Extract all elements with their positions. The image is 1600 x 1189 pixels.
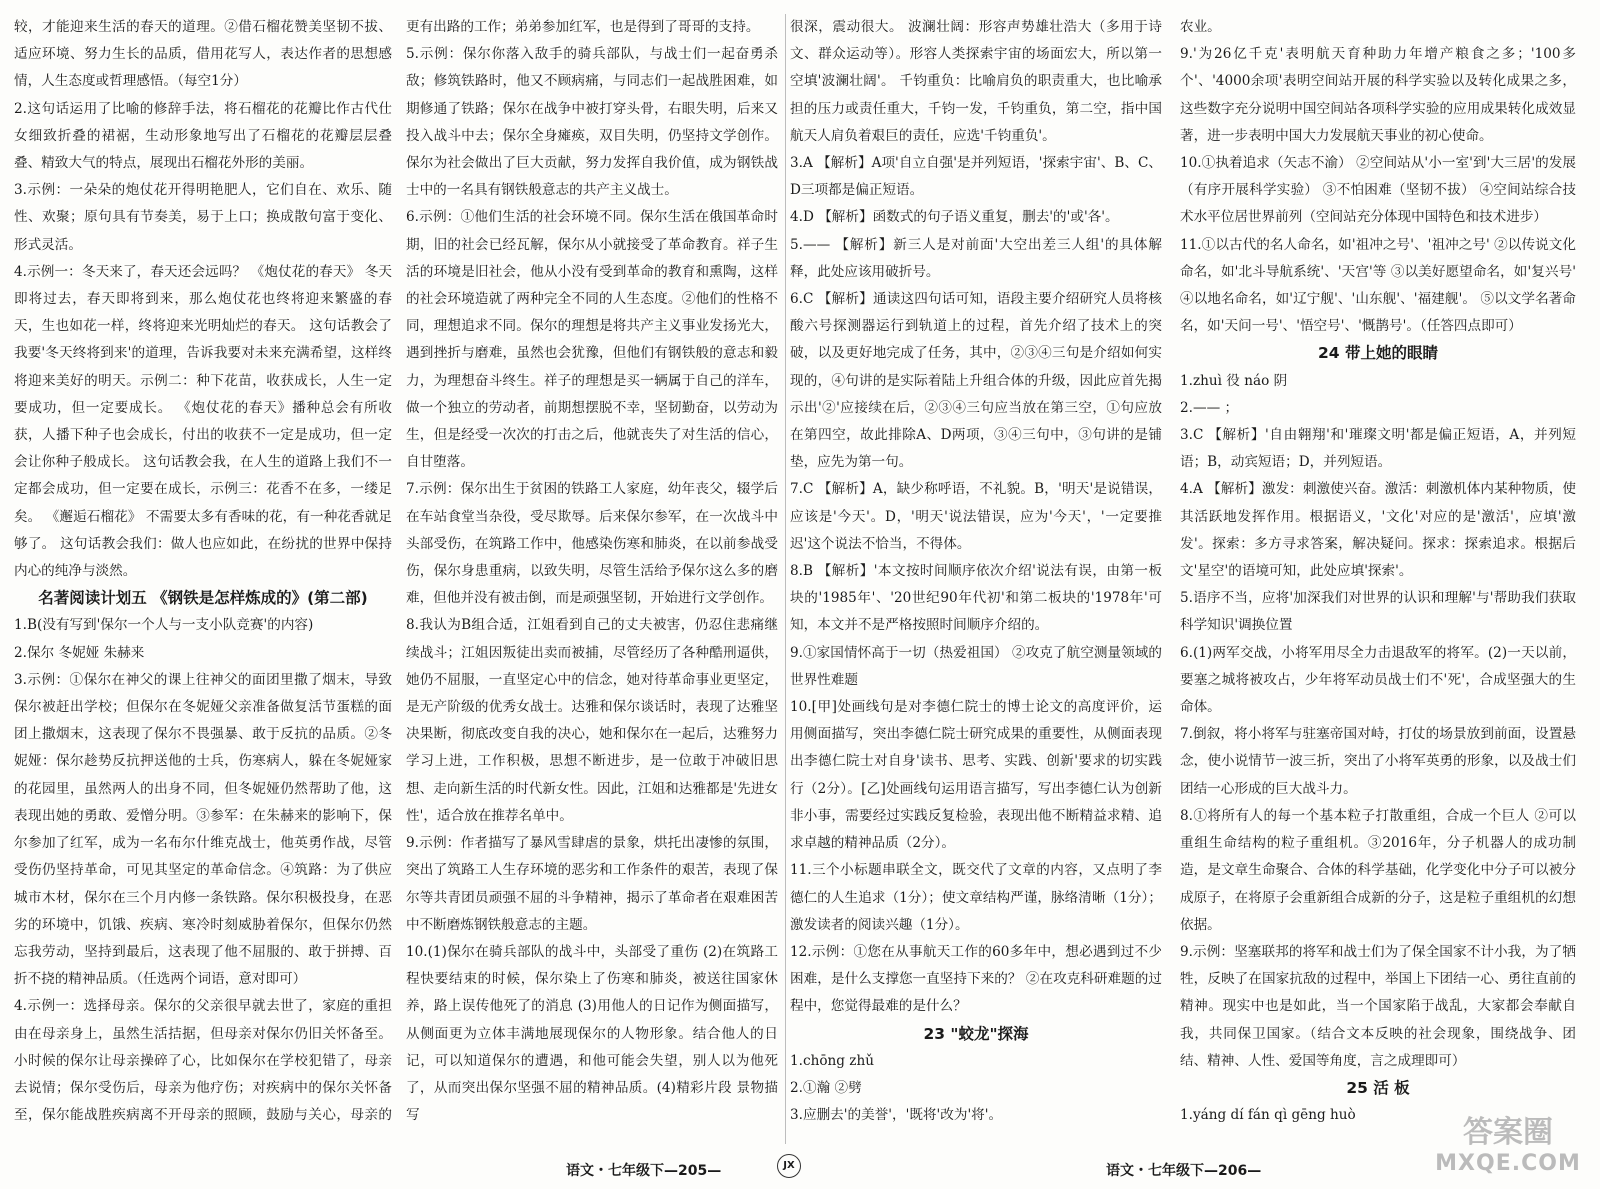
answer-paragraph: 11.①以古代的名人命名，如'祖冲之号'、'祖冲之号' ②以传说文化命名，如'北斗导航系统'、'天宫'等 ③以美好愿望命名，如'复兴号' ④以地名命名，如'辽宁舰'、'山东舰'、'福建舰'。 ⑤以文学名著命名，如'天问一号'、'悟空号'、'慨鹊号'。（任答四点即可） [1180, 236, 1576, 335]
answer-paragraph: 11.三个小标题串联全文，既交代了文章的内容，又点明了李德仁的人生追求（1分）；使文章结构严谨，脉络清晰（1分）；激发读者的阅读兴趣（1分）。 [790, 862, 1162, 933]
answer-paragraph: 5.—— 【解析】新三人是对前面'大空出差三人组'的具体解释，此处应该用破折号。 [790, 236, 1162, 280]
answer-paragraph: 10.①执着追求（矢志不渝） ②空间站从'小一室'到'大三居'的发展（有序开展科学实验） ③不怕困难（坚韧不拔） ④空间站综合技术水平位居世界前列（空间站充分体现中国特色和技术进步） [1180, 155, 1576, 226]
answer-paragraph: 12.示例：①您在从事航天工作的60多年中，想必遇到过不少困难，是什么支撑您一直坚持下来的？ ②在攻克科研难题的过程中，您觉得最难的是什么？ [790, 943, 1162, 1015]
answer-paragraph: 农业。 [1180, 19, 1221, 35]
answer-paragraph: 10.[甲]处画线句是对李德仁院士的博士论文的高度评价，运用侧面描写，突出李德仁院士研究成果的重要性，从侧面表现出李德仁院士对自身'读书、思考、实践、创新'要求的切实践行（2分）。[乙]处画线句运用语言描写，写出李德仁认为创新非小事，需要经过实践反复检验，表现出他不断精益求精、追求卓越的精神品质（2分）。 [790, 699, 1162, 852]
answer-paragraph: 8.我认为B组合适，江姐看到自己的丈夫被害，仍忍住悲痛继续战斗；江姐因叛徒出卖而被捕，尽管经历了各种酷刑逼供，她仍不屈服，一直坚定心中的信念，她对待革命事业更坚定，是无产阶级的优秀女战士。达雅和保尔谈话时，表现了达雅坚决果断，彻底改变自我的决心，她和保尔在一起后，达雅努力学习上进，工作积极，思想不断进步，是一位敢于冲破旧思想、走向新生活的时代新女性。因此，江姐和达雅都是'先进女性'，适合放在推荐名单中。 [406, 617, 778, 824]
answer-paragraph: 6.示例：①他们生活的社会环境不同。保尔生活在俄国革命时期，旧的社会已经瓦解，保尔从小就接受了革命教育。祥子生活的环境是旧社会，他从小没有受到革命的教育和熏陶，这样的社会环境造就了两种完全不同的人生态度。②他们的性格不同，理想追求不同。保尔的理想是将共产主义事业发扬光大，遇到挫折与磨难，虽然也会犹豫，但他们有钢铁般的意志和毅力，为理想奋斗终生。祥子的理想是买一辆属于自己的洋车，做一个独立的劳动者，前期想摆脱不幸，坚韧勤奋，以劳动为生，但是经受一次次的打击之后，他就丧失了对生活的信心，自甘堕落。 [406, 209, 778, 471]
jx-logo: JX [777, 1154, 801, 1178]
answer-paragraph: 9.'为26亿千克'表明航天育种助力年增产粮食之多；'100多个'、'4000余项'表明空间站开展的科学实验以及转化成果之多，这些数字充分说明中国空间站各项科学实验的应用成果转化成效显著，进一步表明中国大力发展航天事业的初心使命。 [1180, 46, 1576, 144]
answer-paragraph: 8.①将所有人的每一个基本粒子打散重组，合成一个巨人 ②可以重组生命结构的粒子重组机。③2016年，分子机器人的成功制造，是文章生命聚合、合体的科学基础，化学变化中分子可以被分成原子，在将原子会重新组合成新的分子，这是粒子重组机的幻想依据。 [1180, 807, 1576, 933]
answer-paragraph: 6.C 【解析】通读这四句话可知，语段主要介绍研究人员将核酸六号探测器运行到轨道上的过程，首先介绍了技术上的突破，以及更好地完成了任务，其中，②③④三句是介绍如何实现的，④句讲的是实际着陆上升组合体的升级，因此应首先揭示出'②'应接续在后，②③④三句应当放在第三空，①句应放在第四空，故此排除A、D两项，③④三句中，③句讲的是铺垫，应先为第一句。 [790, 291, 1162, 471]
answer-column-1 [14, 14, 392, 1129]
answer-paragraph: 4.示例一：冬天来了，春天还会远吗？ 《炮仗花的春天》 冬天即将过去，春天即将到来，那么炮仗花也终将迎来繁盛的春天，生也如花一样，终将迎来光明灿烂的春天。 这句话教会了我要'冬天终将到来'的道理，告诉我要对未来充满希望，这样终将迎来美好的明天。示例二：种下花苗，收获成长，人生一定要成功，但一定要成长。 《炮仗花的春天》播种总会有所收获，人播下种子也会成长，付出的收获不一定是成功，但一定会让你种子般成长。 这句话教会我，在人生的道路上我们不一定都会成功，但一定要在成长，示例三：花香不在多，一缕足矣。 《邂逅石榴花》 不需要太多有香味的花，有一种花香就足够了。 这句话教会我们：做人也应如此，在纷扰的世界中保持内心的纯净与淡然。 [14, 263, 392, 580]
answer-paragraph: 1.yáng dí fán qì gēng huò [1180, 1107, 1356, 1124]
page-footer-right: 语文・七年级下—206— [1106, 1163, 1262, 1179]
answer-paragraph: 较，才能迎来生活的春天的道理。②借石榴花赞美坚韧不拔、适应环境、努力生长的品质，借用花写人，表达作者的思想感情，人生态度或哲理感悟。（每空1分） [14, 19, 392, 90]
page-footer-left: 语文・七年级下—205— [566, 1163, 722, 1179]
answer-paragraph: 9.示例：作者描写了暴风雪肆虐的景象，烘托出凄惨的氛围，突出了筑路工人生存环境的恶劣和工作条件的艰苦，表现了保尔等共青团员顽强不屈的斗争精神，揭示了革命者在艰难困苦中不断磨炼钢铁般意志的主题。 [406, 835, 778, 933]
answer-paragraph: 1.zhuì 役 náo 阴 [1180, 372, 1288, 389]
answer-column-3 [790, 14, 1162, 1129]
answer-paragraph: 1.chōng zhǔ [790, 1052, 874, 1069]
answer-paragraph: 3.应删去'的美誉'，'既将'改为'将'。 [790, 1107, 1003, 1124]
answer-column-2 [406, 14, 778, 1129]
answer-column-4 [1180, 14, 1576, 1129]
watermark-url: MXQE.COM [1435, 1151, 1581, 1176]
answer-paragraph: 8.B 【解析】'本文按时间顺序依次介绍'说法有误，由第一板块的'1985年'、'20世纪90年代初'和第二板块的'1978年'可知，本文并不是严格按照时间顺序介绍的。 [790, 563, 1162, 634]
answer-paragraph: 2.—— ； [1180, 399, 1239, 416]
answer-paragraph: 9.①家国情怀高于一切（热爱祖国） ②攻克了航空测量领域的世界性难题 [790, 644, 1162, 688]
watermark-title: 答案圈 [1463, 1115, 1553, 1150]
answer-paragraph: 很深，震动很大。 波澜壮阔：形容声势雄壮浩大（多用于诗文、群众运动等）。形容人类探索宇宙的场面宏大，所以第一空填'波澜壮阔'。 千钧重负：比喻肩负的职责重大，也比喻承担的压力或责任重大，千钧一发，千钧重负，第二空，指中国航天人肩负着艰巨的责任，应选'千钧重负'。 [790, 19, 1162, 144]
answer-paragraph: 9.示例：坚塞联邦的将军和战士们为了保全国家不计小我，为了牺牲，反映了在国家抗敌的过程中，举国上下团结一心、勇往直前的精神。现实中也是如此，当一个国家陷于战乱，大家都会奉献自我，共同保卫国家。（结合文本反映的社会现象，围绕战争、团结、精神、人性、爱国等角度，言之成理即可） [1180, 943, 1576, 1069]
answer-paragraph: 4.示例一：选择母亲。保尔的父亲很早就去世了，家庭的重担由在母亲身上，虽然生活拮据，但母亲对保尔仍旧关怀备至。小时候的保尔让母亲操碎了心，比如保尔在学校犯错了，母亲去说情；保尔受伤后，母亲为他疗伤；对疾病中的保尔关怀备至，保尔能战胜疾病离不开母亲的照顾，鼓励与关心，母亲的 [14, 998, 392, 1124]
answer-paragraph: 4.A 【解析】激发：刺激使兴奋。激活：刺激机体内某种物质，使其活跃地发挥作用。根据语义，'文化'对应的是'激活'，应填'激发'。探索：多方寻求答案，解决疑问。探求：探索追求。根据后文'星空'的语境可知，此处应填'探索'。 [1180, 481, 1576, 580]
section-heading: 25 活 板 [1346, 1078, 1410, 1097]
answer-paragraph: 3.A 【解析】A项'自立自强'是并列短语，'探索宇宙'、B、C、D三项都是偏正短语。 [790, 155, 1162, 199]
answer-paragraph: 更有出路的工作；弟弟参加红军，也是得到了哥哥的支持。 [406, 19, 760, 35]
answer-paragraph: 1.B(没有写到'保尔一个人与一支小队竞赛'的内容) [14, 617, 314, 634]
answer-paragraph: 7.C 【解析】A，缺少称呼语，不礼貌。B，'明天'是说错误，应该是'今天'。D，'明天'说法错误，应为'今天'，'一定要推迟'这个说法不恰当，不得体。 [790, 481, 1162, 552]
answer-paragraph: 6.(1)两军交战，小将军用尽全力击退敌军的将军。(2)一天以前，要塞之城将被攻占，少年将军动员战士们不'死'，合成坚强大的生命体。 [1180, 644, 1576, 716]
answer-paragraph: 3.示例：①保尔在神父的课上往神父的面团里撒了烟末，导致保尔被赶出学校；但保尔在冬妮娅父亲准备做复活节蛋糕的面团上撒烟末，这表现了保尔不畏强暴、敢于反抗的品质。②冬妮娅：保尔趁势反抗押送他的士兵，伤寒病人，躲在冬妮娅家的花园里，虽然两人的出身不同，但冬妮娅仍然帮助了他，这表现出她的勇敢、爱憎分明。③参军：在朱赫来的影响下，保尔参加了红军，成为一名布尔什维克战士，他英勇作战，尽管受伤仍坚持革命，可见其坚定的革命信念。④筑路：为了供应城市木材，保尔在三个月内修一条铁路。保尔积极投身，在恶劣的环境中，饥饿、疾病、寒冷时刻威胁着保尔，但保尔仍然忘我劳动，坚持到最后，这表现了他不屈服的、敢于拼搏、百折不挠的精神品质。（任选两个词语，意对即可） [14, 671, 392, 988]
answer-paragraph: 2.保尔 冬妮娅 朱赫来 [14, 644, 145, 661]
section-heading: 24 带上她的眼睛 [1318, 344, 1438, 363]
answer-paragraph: 3.示例：一朵朵的炮仗花开得明艳肥人，它们自在、欢乐、随性、欢聚；原句具有节奏美，易于上口；换成散句富于变化、形式灵活。 [14, 182, 392, 253]
page-divider [785, 14, 786, 1144]
answer-paragraph: 5.语序不当，应将'加深我们对世界的认识和理解'与'帮助我们获取科学知识'调换位置 [1180, 590, 1576, 634]
answer-paragraph: 5.示例：保尔你落入敌手的骑兵部队，与战士们一起奋勇杀敌；修筑铁路时，他又不顾病痛，与同志们一起战胜困难，如期修通了铁路；保尔在战争中被打穿头骨，右眼失明，后来又投入战斗中去；保尔全身瘫痪，双目失明，仍坚持文学创作。保尔为社会做出了巨大贡献，努力发挥自我价值，成为钢铁战士中的一名具有钢铁般意志的共产主义战士。 [406, 46, 778, 199]
answer-paragraph: 7.示例：保尔出生于贫困的铁路工人家庭，幼年丧父，辍学后在车站食堂当杂役，受尽欺辱。后来保尔参军，在一次战斗中头部受伤，在筑路工作中，他感染伤寒和肺炎，在以前参战受伤，保尔身患重病，以致失明，尽管生活给予保尔这么多的磨难，但他并没有被击倒，而是顽强坚韧，开始进行文学创作。 [406, 481, 778, 607]
answer-paragraph: 4.D 【解析】函数式的句子语义重复，删去'的'或'各'。 [790, 209, 1119, 226]
answer-paragraph: 2.①瀚 ②劈 [790, 1079, 862, 1096]
answer-paragraph: 7.倒叙，将小将军与驻塞帝国对峙，打仗的场景放到前面，设置悬念，使小说情节一波三折，突出了小将军英勇的形象，以及战士们团结一心形成的巨大战斗力。 [1180, 726, 1576, 797]
watermark [1428, 1116, 1588, 1182]
section-heading: 23 "蛟龙"探海 [923, 1024, 1029, 1043]
answer-paragraph: 2.这句话运用了比喻的修辞手法，将石榴花的花瓣比作古代仕女细致折叠的裙裾，生动形象地写出了石榴花的花瓣层层叠叠、精致大气的特点，展现出石榴花外形的美丽。 [14, 100, 392, 172]
answer-paragraph: 10.(1)保尔在骑兵部队的战斗中，头部受了重伤 (2)在筑路工程快要结束的时候，保尔染上了伤寒和肺炎，被送往国家休养，路上误传他死了的消息 (3)用他人的日记作为侧面描写，从侧面更为立体丰满地展现保尔的人物形象。结合他人的日记，可以知道保尔的遭遇，和他可能会失望，别人以为他死了，从而突出保尔坚强不屈的精神品质。(4)精彩片段 景物描写 [406, 943, 778, 1124]
answer-paragraph: 3.C 【解析】'自由翱翔'和'璀璨文明'都是偏正短语，A，并列短语；B，动宾短语；D，并列短语。 [1180, 427, 1576, 471]
section-heading: 名著阅读计划五 《钢铁是怎样炼成的》(第二部) [38, 589, 368, 608]
